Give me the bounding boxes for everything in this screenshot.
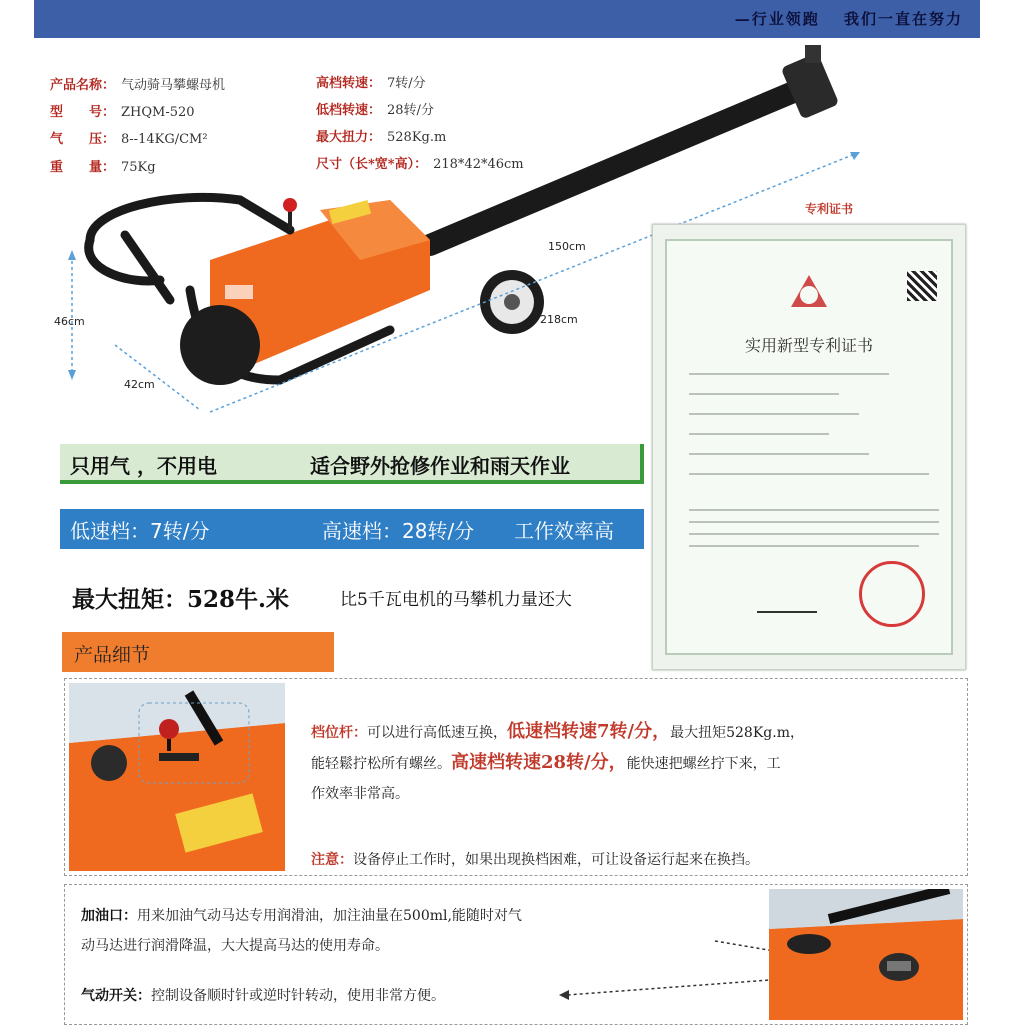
air-switch-description: 气动开关：控制设备顺时针或逆时针转动，使用非常方便。 [81,988,445,1004]
official-seal [859,561,925,627]
patent-line [689,533,939,535]
patent-line [689,453,869,455]
patent-certificate [652,224,966,670]
spec-weight: 重 量： 75Kg [50,160,156,175]
patent-label: 专利证书 [805,202,854,216]
lever-description: 档位杆：可以进行高低速互换，低速档转速7转/分，最大扭矩528Kg.m， 能轻鬆拧松所有螺丝。高速档转速28转/分，能快速把螺丝拧下来，工 作效率非常高。 [311,721,804,802]
spec-max-torque: 最大扭力： 528Kg.m [316,130,447,145]
feature-bar-air [60,444,644,484]
torque-comparison: 比5千瓦电机的马攀机力量还大 [340,590,572,610]
feature-outdoor: 适合野外抢修作业和雨天作业 [310,454,570,478]
arm [430,45,839,245]
feature-efficiency: 工作效率高 [514,519,614,543]
patent-line [689,473,929,475]
patent-heading: 实用新型专利证书 [744,336,873,355]
dim-length: 218cm [540,313,578,326]
dim-height: 46cm [54,315,85,328]
detail-section-title: 产品细节 [74,644,151,666]
detail-box-oil-switch [64,884,968,1025]
rear-wheel [180,305,260,385]
spec-pressure: 气 压： 8--14KG/CM² [50,132,208,147]
patent-line [689,433,829,435]
signature [757,591,817,613]
feature-bar-speed [60,509,644,549]
slogan: —行业领跑 我们一直在努力 [734,10,963,28]
oil-port-description: 加油口：用来加油气动马达专用润滑油，加注油量在500ml,能随时对气 动马达进行润滑降温，大大提高马达的使用寿命。 [81,908,522,954]
detail-box-gear-lever [64,678,968,876]
lever-note: 注意：设备停止工作时，如果出现换档困难，可让设备运行起来在换挡。 [311,852,759,868]
feature-air-only: 只用气 ，不用电 [70,454,217,478]
patent-frame [665,239,953,655]
spec-product-name: 产品名称： 气动骑马攀螺母机 [50,78,226,93]
lever-photo [69,683,285,871]
patent-line [689,521,939,523]
spec-low-speed: 低档转速： 28转/分 [316,103,434,118]
spec-high-speed: 高档转速： 7转/分 [316,76,426,91]
detail-section-tab [62,632,334,672]
patent-logo [787,271,831,311]
torque-headline: 最大扭矩：528牛.米 [72,586,290,613]
dim-width: 42cm [124,378,155,391]
patent-line [689,509,939,511]
oil-port-photo [769,889,963,1020]
lever-knob [283,198,297,212]
front-wheel [480,270,544,334]
patent-line [689,413,859,415]
patent-line [689,393,839,395]
spec-size: 尺寸（长*宽*高）： 218*42*46cm [316,157,524,172]
feature-high-speed: 高速档：28转/分 [322,519,475,543]
patent-line [689,373,889,375]
qr-code-icon [907,271,937,301]
spec-model: 型 号： ZHQM-520 [50,105,195,120]
patent-line [689,545,919,547]
feature-low-speed: 低速档：7转/分 [70,519,210,543]
dim-handle: 150cm [548,240,586,253]
